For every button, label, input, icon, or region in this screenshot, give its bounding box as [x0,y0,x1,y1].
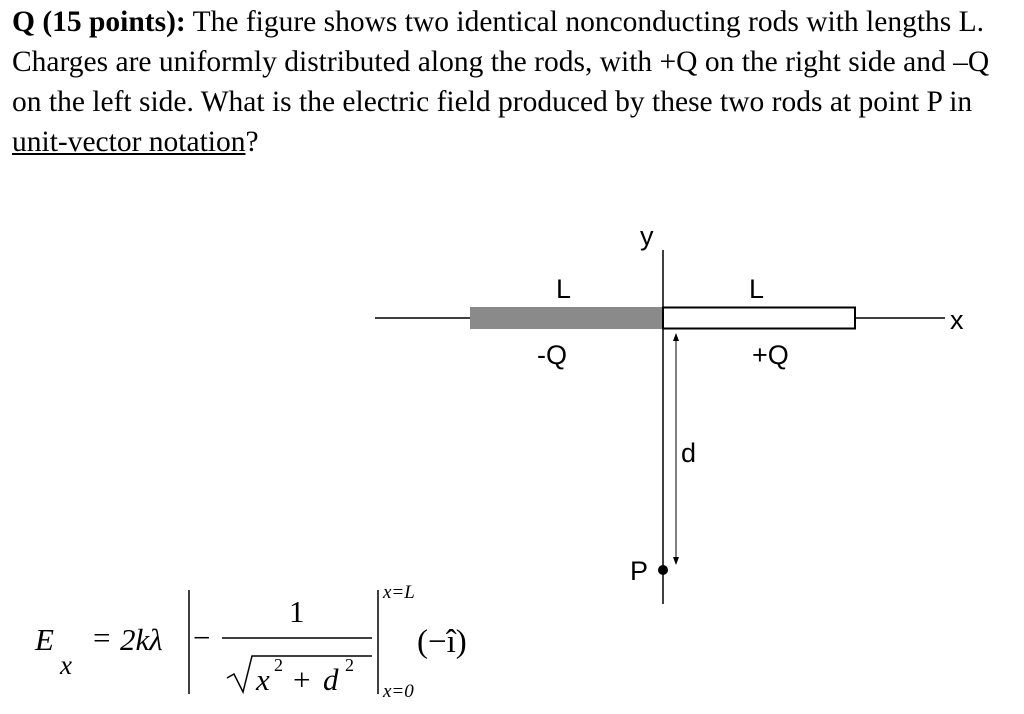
lower-limit: x=0 [383,681,414,702]
point-p-label: P [630,556,649,586]
x-axis-label: x [950,305,964,335]
radicand-x: x [256,662,270,697]
field-equation [34,582,467,702]
question-body: The figure shows two identical nonconducting rods with lengths L. Charges are uniformly distributed along the rods, with +Q on the right side and –Q on the left side. What is the electric field produced by these two rods at point P in [12,6,990,118]
right-rod-charge-label: +Q [752,340,789,370]
right-rod-length-label: L [749,274,765,304]
left-rod-length-label: L [556,274,572,304]
radicand-x-exponent: 2 [274,655,283,675]
radicand-d: d [323,662,339,697]
field-subscript: x [60,650,72,680]
left-rod-charge-label: -Q [537,340,567,370]
question-end: ? [245,126,259,158]
unit-vector: (−î) [417,624,467,660]
equals-sign: = [93,620,111,655]
left-rod [470,307,663,329]
prefactor: 2kλ [120,622,163,657]
point-p-dot [658,565,668,575]
field-symbol: E [35,622,54,657]
unit-vector-notation-term: unit-vector notation [12,126,246,158]
numerator: 1 [289,594,305,629]
y-axis-label: y [640,221,654,251]
radicand-d-exponent: 2 [345,655,354,675]
minus-sign: − [193,620,211,655]
distance-arrow-bottom-head [673,557,679,565]
distance-label: d [681,438,697,468]
upper-limit: x=L [383,582,415,603]
distance-arrow-top-head [673,333,679,341]
radicand-plus: + [293,662,311,697]
right-rod [663,308,855,329]
question-label: Q (15 points): [12,6,186,38]
